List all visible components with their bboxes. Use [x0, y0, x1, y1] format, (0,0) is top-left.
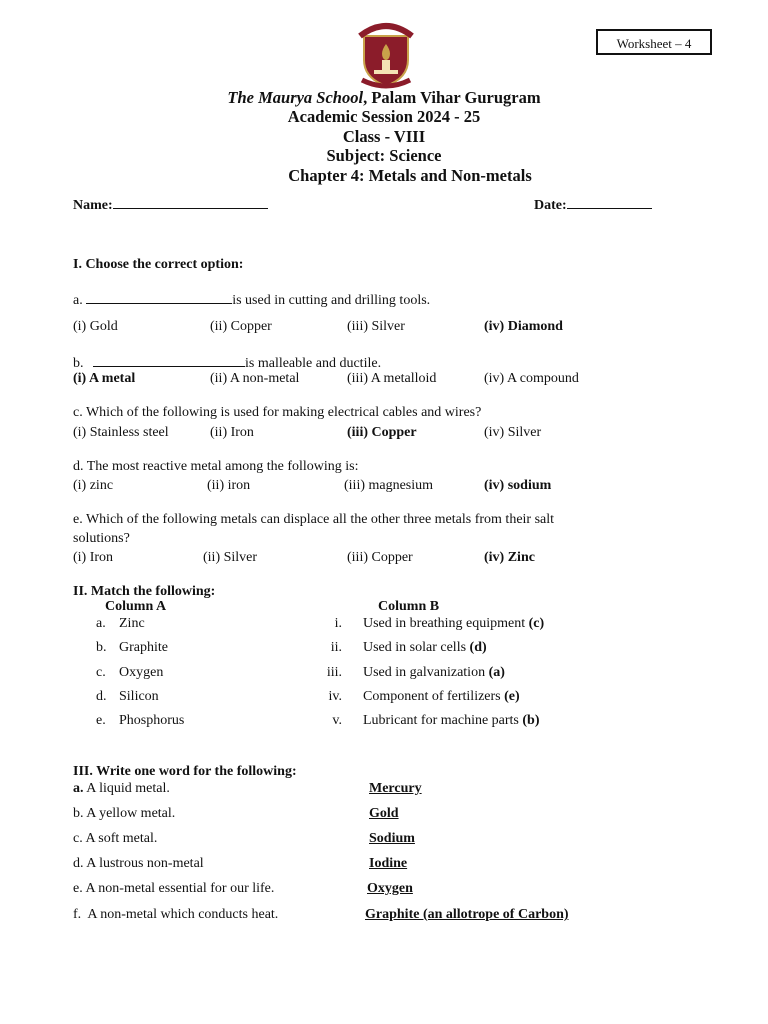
question-a: a. is used in cutting and drilling tools. [73, 290, 430, 309]
one-word-item: d. A lustrous non-metal [73, 856, 204, 871]
one-word-item: f. A non-metal which conducts heat. [73, 907, 279, 922]
option-e-2[interactable]: (ii) Silver [203, 550, 258, 565]
option-d-4[interactable]: (iv) sodium [484, 478, 552, 493]
option-b-2[interactable]: (ii) A non-metal [210, 371, 300, 386]
one-word-answer: Graphite (an allotrope of Carbon) [365, 907, 569, 922]
question-b: b. is malleable and ductile. [73, 353, 381, 372]
match-item-b: Component of fertilizers (e) [363, 689, 520, 704]
date-line[interactable] [567, 195, 652, 209]
one-word-answer: Iodine [369, 856, 408, 871]
column-a-header: Column A [105, 599, 167, 614]
answer-blank[interactable] [86, 290, 232, 304]
school-name: The Maurya School [227, 88, 364, 107]
option-b-1[interactable]: (i) A metal [73, 371, 136, 386]
one-word-item: e. A non-metal essential for our life. [73, 881, 275, 896]
option-d-3[interactable]: (iii) magnesium [344, 478, 434, 493]
match-item-b: Used in solar cells (d) [363, 640, 487, 655]
chapter-title: Chapter 4: Metals and Non-metals [288, 166, 532, 185]
match-item-a: Oxygen [119, 665, 164, 680]
option-c-3[interactable]: (iii) Copper [347, 425, 417, 440]
question-e-cont: solutions? [73, 531, 130, 546]
match-item-b: Used in galvanization (a) [363, 665, 505, 680]
match-item-b: Lubricant for machine parts (b) [363, 713, 540, 728]
option-a-4[interactable]: (iv) Diamond [484, 319, 563, 334]
option-d-2[interactable]: (ii) iron [207, 478, 251, 493]
option-a-3[interactable]: (iii) Silver [347, 319, 405, 334]
class-label: Class - VIII [342, 127, 426, 146]
match-item-a: Phosphorus [119, 713, 185, 728]
question-d: d. The most reactive metal among the following is: [73, 459, 359, 474]
name-label: Name: [73, 198, 113, 213]
match-item-a: Graphite [119, 640, 168, 655]
option-d-1[interactable]: (i) zinc [73, 478, 114, 493]
question-c: c. Which of the following is used for making electrical cables and wires? [73, 405, 482, 420]
school-title [0, 88, 768, 108]
match-item-a: Zinc [119, 616, 145, 631]
worksheet-page: Worksheet – 4 The Maurya School, Palam Vihar Gurugram Academic Session 2024 - 25 Class - VIII Subject: Science Chapter 4: Metals and Non-metals Name: Date: I. Choose the correct option: a. is used in cutting and drilling tools. (i) Gold (ii) Copper (iii) Silver (iv) Diamond b. is malleable and ductile. (i) A metal (ii) A non-metal (iii) A metalloid (iv) A compound c. Which of the following is used for making electrical cables and wires? (i) Stainless steel (ii) Iron (iii) Copper (iv) Silver d. The most reactive metal among the following is: (i) zinc (ii) iron (iii) magnesium (iv) sodium e. Which of the following metals can displace all the other three metals from their salt solutions? (i) Iron (ii) Silver (iii) Copper (iv) Zinc II. Match the following: Column A Column B a. Zinc i. Used in breathing equipment (c) b. Graphite ii. Used in solar cells (d) c. Oxygen iii. Used in galvanization (a) d. Silicon iv. Component of fertilizers (e) e. Phosphorus v. Lubricant for machine parts (b) III. Write one word for the following: a. A liquid metal. Mercury b. A yellow metal. Gold c. A soft metal. Sodium d. A lustrous non-metal Iodine e. A non-metal essential for our life. Oxygen f. A non-metal which conducts heat. Graphite (an allotrope of Carbon) [0, 0, 768, 1024]
option-e-1[interactable]: (i) Iron [73, 550, 114, 565]
option-a-2[interactable]: (ii) Copper [210, 319, 272, 334]
match-item-b: Used in breathing equipment (c) [363, 616, 545, 631]
one-word-answer: Gold [369, 806, 399, 821]
one-word-answer: Oxygen [367, 881, 413, 896]
option-a-1[interactable]: (i) Gold [73, 319, 118, 334]
one-word-item: a. A liquid metal. [73, 781, 170, 796]
subject-label: Subject: Science [326, 146, 442, 165]
date-label: Date: [534, 198, 567, 213]
option-c-2[interactable]: (ii) Iron [210, 425, 254, 440]
date-field[interactable] [534, 195, 652, 214]
section1-title: I. Choose the correct option: [73, 257, 244, 272]
one-word-item: b. A yellow metal. [73, 806, 176, 821]
option-c-4[interactable]: (iv) Silver [484, 425, 542, 440]
option-b-3[interactable]: (iii) A metalloid [347, 371, 437, 386]
academic-session: Academic Session 2024 - 25 [287, 107, 481, 126]
school-crest-logo [350, 18, 422, 90]
section2-title: II. Match the following: [73, 584, 216, 599]
option-b-4[interactable]: (iv) A compound [484, 371, 579, 386]
worksheet-label: Worksheet – 4 [596, 29, 712, 55]
one-word-answer: Sodium [369, 831, 415, 846]
name-field[interactable] [73, 195, 268, 214]
question-e: e. Which of the following metals can displace all the other three metals from their salt [73, 512, 555, 527]
match-item-a: Silicon [119, 689, 159, 704]
school-location: , Palam Vihar Gurugram [363, 88, 541, 107]
one-word-item: c. A soft metal. [73, 831, 158, 846]
column-b-header: Column B [378, 599, 440, 614]
option-e-3[interactable]: (iii) Copper [347, 550, 413, 565]
name-line[interactable] [113, 195, 268, 209]
option-e-4[interactable]: (iv) Zinc [484, 550, 535, 565]
answer-blank[interactable] [93, 353, 245, 367]
one-word-answer: Mercury [369, 781, 422, 796]
section3-title: III. Write one word for the following: [73, 764, 297, 779]
option-c-1[interactable]: (i) Stainless steel [73, 425, 169, 440]
